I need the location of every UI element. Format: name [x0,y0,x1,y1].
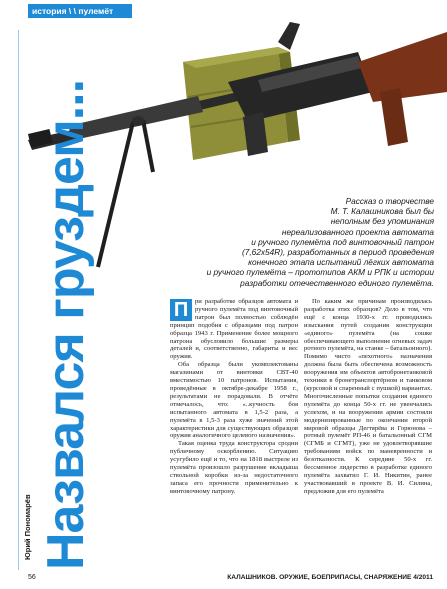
page-header [0,0,447,22]
lead-paragraph [178,196,434,288]
lead-line: неполным без упоминания [330,216,434,227]
lead-line: М. Т. Калашникова был бы [330,206,434,217]
lead-line: нереализованного проекта автомата [281,226,434,237]
author-byline: Юрий Пономарёв [23,494,32,560]
body-paragraph: ри разработке образцов автомата и ручного пулемёта под винтовочный патрон был полностью соблюдён принцип подобия с образцами под патрон образца 1943 г. Применение более мощного патрона обусловило большие размеры деталей и, соответственно, габариты и вес оружия. [170,298,298,361]
lead-line: разработки отечественного единого пулемёта. [240,277,434,288]
lead-line: конечного этапа испытаний лёгких автомата [248,257,434,268]
lead-line: и ручного пулемёта под винтовочный патрон [251,236,434,247]
body-paragraph: Оба образца были укомплектованы магазинами от винтовки СВТ-40 вместимостью 10 патронов. Испытания, проведённые в октябре-декабре 1958 г., результатами не порадовали. В отчёте отмечалось, что: «..кучность боя испытанного автомата в 1,5-2 раза, а пулемёта в 1,5-3 раза хуже значений этой характеристики для существующих образцов оружия аналогичного целевого назначения». [170,361,298,440]
page-number: 56 [28,574,36,581]
lead-line: Рассказ о творчестве [345,196,434,206]
section-tag: история \ \ пулемёт [28,4,132,18]
lead-line: и ручного пулемёта – прототипов АКМ и РПК и истории [206,267,434,278]
magazine-footer: КАЛАШНИКОВ. ОРУЖИЕ, БОЕПРИПАСЫ, СНАРЯЖЕНИЕ 4/2011 [227,574,433,581]
margin-rule [18,30,19,570]
article-title: Назвался груздем... [37,79,95,570]
drop-cap: П [170,299,192,321]
body-column-1 [170,298,298,496]
body-column-2 [304,298,432,496]
body-paragraph: По каким же причинам производилась разработка этих образцов? Дело в том, что ещё с конца 1930-х гг. проводились изыскания путей создания конструкции «единого» пулемёта (на сошке обеспечивающего выполнение огневых задач ротного пулемёта, на станке – батальонного). Помимо чисто «пехотного» назначения должна была быть обеспечена возможность вооружения им объектов автобронетанковой техники в бронетранспортёрном и танковом (курсовой и спаренный с пушкой) вариантах. Многочисленные попытки создания единого пулемёта до конца 50-х гг. не увенчались успехом, и на вооружении армии состояли модернизированные по окончании второй мировой образцы Дегтярёва и Горюнова – ротный пулемёт РП-46 и батальонный СГМ (СГМБ и СГМТ), уже не удовлетворявшие требованиям войск по маневренности и безотказности. К середине 50-х гг. бессменное лидерство в разработке единого пулемёта захватил Г. И. Никитин, ранее участвовавший в проекте В. И. Силина, предложив для его пулемёта [304,298,432,495]
lead-line: (7,62х54R), разработанных в период проведения [241,247,434,258]
body-paragraph: Такая оценка труда конструктора сродни публичному оскорблению. Ситуацию усугубило ещё и то, что на 1818 выстреле из пулемёта произошло разрушение вкладыша ствольной коробки из-за недостаточного запаса его прочности применительно к винтовочному патрону. [170,440,298,495]
